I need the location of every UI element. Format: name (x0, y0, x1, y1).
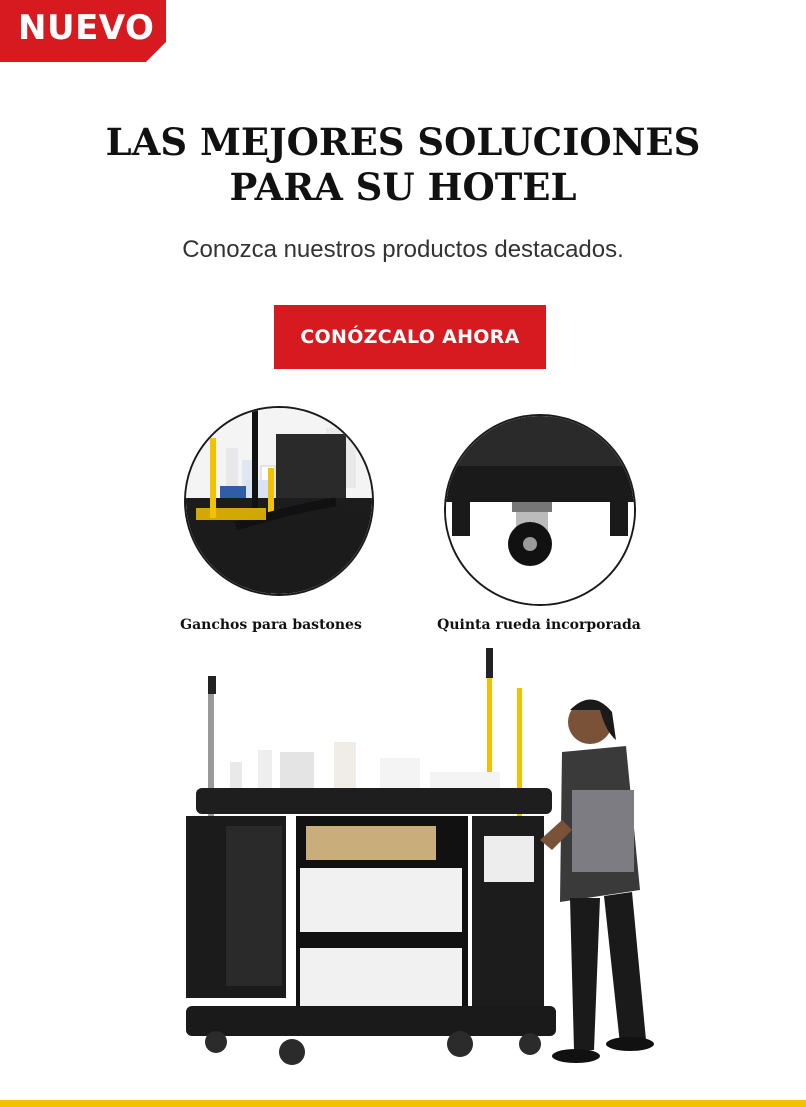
feature-image-hooks (184, 406, 374, 596)
fifth-wheel-closeup-icon (446, 416, 634, 604)
feature-caption-hooks: Ganchos para bastones (180, 617, 362, 633)
hooks-closeup-icon (186, 408, 372, 594)
footer-accent-bar (0, 1100, 806, 1107)
headline-line-2: PARA SU HOTEL (229, 165, 577, 209)
page-title (0, 120, 806, 210)
badge-label: NUEVO (18, 8, 155, 48)
feature-caption-wheel: Quinta rueda incorporada (437, 617, 641, 633)
headline-line-1: LAS MEJORES SOLUCIONES (105, 120, 701, 164)
feature-image-wheel (444, 414, 636, 606)
housekeeping-cart-image (0, 640, 806, 1080)
subtitle: Conozca nuestros productos destacados. (182, 236, 624, 263)
learn-more-button[interactable]: CONÓZCALO AHORA (274, 305, 546, 369)
new-badge (0, 0, 166, 62)
